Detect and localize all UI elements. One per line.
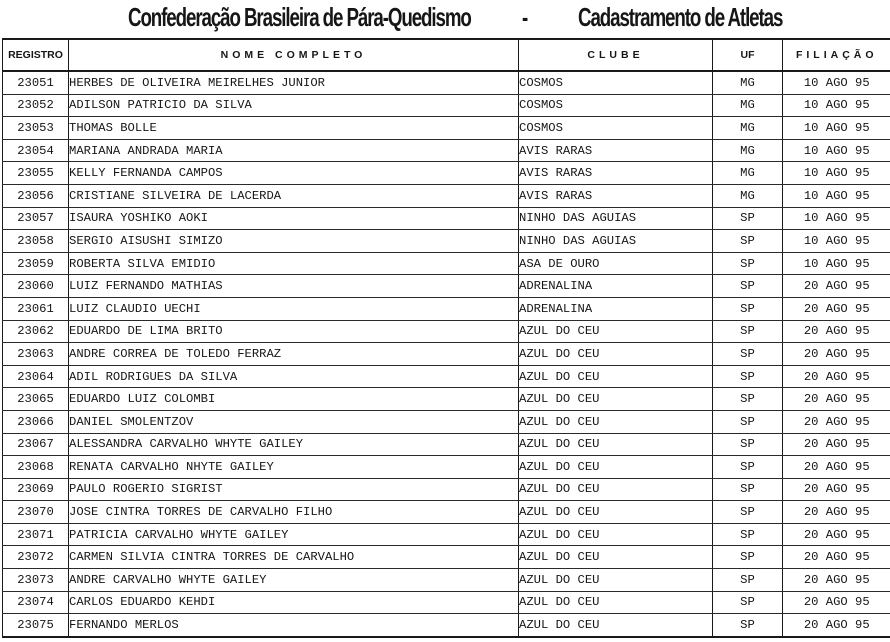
- cell-registro: 23071: [3, 523, 69, 546]
- cell-uf: MG: [713, 139, 783, 162]
- cell-nome: ROBERTA SILVA EMIDIO: [69, 252, 519, 275]
- table-row: [3, 139, 890, 162]
- cell-registro: 23064: [3, 365, 69, 388]
- cell-filiacao: 10 AGO 95: [783, 94, 890, 117]
- cell-nome: FERNANDO MERLOS: [69, 614, 519, 637]
- cell-filiacao: 20 AGO 95: [783, 410, 890, 433]
- cell-nome: EDUARDO LUIZ COLOMBI: [69, 388, 519, 411]
- cell-registro: 23074: [3, 591, 69, 614]
- cell-registro: 23067: [3, 433, 69, 456]
- cell-registro: 23058: [3, 230, 69, 253]
- table-row: [3, 501, 890, 524]
- table-header-row: [3, 39, 890, 71]
- cell-nome: RENATA CARVALHO NHYTE GAILEY: [69, 456, 519, 479]
- cell-uf: SP: [713, 501, 783, 524]
- table-row: [3, 433, 890, 456]
- cell-uf: MG: [713, 94, 783, 117]
- cell-uf: SP: [713, 252, 783, 275]
- cell-uf: SP: [713, 207, 783, 230]
- cell-clube: COSMOS: [519, 94, 713, 117]
- cell-filiacao: 20 AGO 95: [783, 365, 890, 388]
- cell-nome: KELLY FERNANDA CAMPOS: [69, 162, 519, 185]
- cell-clube: COSMOS: [519, 117, 713, 140]
- cell-uf: SP: [713, 456, 783, 479]
- cell-registro: 23065: [3, 388, 69, 411]
- cell-registro: 23069: [3, 478, 69, 501]
- table-row: [3, 252, 890, 275]
- cell-clube: AVIS RARAS: [519, 139, 713, 162]
- cell-registro: 23052: [3, 94, 69, 117]
- cell-filiacao: 20 AGO 95: [783, 456, 890, 479]
- cell-clube: ADRENALINA: [519, 297, 713, 320]
- cell-uf: SP: [713, 230, 783, 253]
- cell-filiacao: 20 AGO 95: [783, 591, 890, 614]
- header-filiacao: FILIAÇÃO: [783, 39, 890, 71]
- cell-nome: LUIZ FERNANDO MATHIAS: [69, 275, 519, 298]
- cell-filiacao: 10 AGO 95: [783, 71, 890, 94]
- cell-clube: AZUL DO CEU: [519, 546, 713, 569]
- table-row: [3, 275, 890, 298]
- cell-filiacao: 20 AGO 95: [783, 297, 890, 320]
- cell-nome: ISAURA YOSHIKO AOKI: [69, 207, 519, 230]
- table-body: [3, 71, 890, 637]
- cell-clube: NINHO DAS AGUIAS: [519, 230, 713, 253]
- table-row: [3, 546, 890, 569]
- cell-nome: ANDRE CARVALHO WHYTE GAILEY: [69, 569, 519, 592]
- cell-registro: 23073: [3, 569, 69, 592]
- cell-nome: HERBES DE OLIVEIRA MEIRELHES JUNIOR: [69, 71, 519, 94]
- cell-registro: 23055: [3, 162, 69, 185]
- cell-clube: AZUL DO CEU: [519, 320, 713, 343]
- cell-registro: 23059: [3, 252, 69, 275]
- cell-clube: AZUL DO CEU: [519, 478, 713, 501]
- cell-clube: AZUL DO CEU: [519, 591, 713, 614]
- table-row: [3, 230, 890, 253]
- cell-filiacao: 10 AGO 95: [783, 184, 890, 207]
- cell-uf: SP: [713, 433, 783, 456]
- cell-nome: ADILSON PATRICIO DA SILVA: [69, 94, 519, 117]
- table-row: [3, 71, 890, 94]
- cell-clube: AZUL DO CEU: [519, 433, 713, 456]
- cell-registro: 23070: [3, 501, 69, 524]
- cell-registro: 23060: [3, 275, 69, 298]
- cell-registro: 23068: [3, 456, 69, 479]
- cell-filiacao: 20 AGO 95: [783, 614, 890, 637]
- document-title: [0, 0, 890, 40]
- cell-nome: JOSE CINTRA TORRES DE CARVALHO FILHO: [69, 501, 519, 524]
- cell-uf: SP: [713, 614, 783, 637]
- cell-clube: COSMOS: [519, 71, 713, 94]
- cell-clube: AZUL DO CEU: [519, 523, 713, 546]
- table-row: [3, 94, 890, 117]
- title-organization: Confederação Brasileira de Pára-Quedismo: [128, 2, 471, 32]
- cell-clube: AZUL DO CEU: [519, 614, 713, 637]
- cell-nome: CRISTIANE SILVEIRA DE LACERDA: [69, 184, 519, 207]
- cell-uf: SP: [713, 343, 783, 366]
- table-row: [3, 569, 890, 592]
- cell-nome: LUIZ CLAUDIO UECHI: [69, 297, 519, 320]
- cell-registro: 23062: [3, 320, 69, 343]
- table-row: [3, 388, 890, 411]
- cell-clube: AZUL DO CEU: [519, 410, 713, 433]
- table-row: [3, 184, 890, 207]
- table-row: [3, 297, 890, 320]
- cell-nome: MARIANA ANDRADA MARIA: [69, 139, 519, 162]
- cell-clube: ASA DE OURO: [519, 252, 713, 275]
- cell-uf: SP: [713, 388, 783, 411]
- table-row: [3, 591, 890, 614]
- cell-nome: ALESSANDRA CARVALHO WHYTE GAILEY: [69, 433, 519, 456]
- cell-nome: CARLOS EDUARDO KEHDI: [69, 591, 519, 614]
- cell-registro: 23054: [3, 139, 69, 162]
- table-row: [3, 162, 890, 185]
- cell-registro: 23057: [3, 207, 69, 230]
- cell-clube: AZUL DO CEU: [519, 343, 713, 366]
- cell-uf: MG: [713, 71, 783, 94]
- cell-registro: 23075: [3, 614, 69, 637]
- cell-filiacao: 20 AGO 95: [783, 569, 890, 592]
- cell-uf: MG: [713, 184, 783, 207]
- cell-filiacao: 20 AGO 95: [783, 388, 890, 411]
- title-separator: -: [522, 2, 528, 32]
- cell-uf: SP: [713, 591, 783, 614]
- cell-clube: ADRENALINA: [519, 275, 713, 298]
- cell-filiacao: 20 AGO 95: [783, 546, 890, 569]
- cell-clube: NINHO DAS AGUIAS: [519, 207, 713, 230]
- cell-registro: 23066: [3, 410, 69, 433]
- cell-nome: CARMEN SILVIA CINTRA TORRES DE CARVALHO: [69, 546, 519, 569]
- cell-uf: SP: [713, 523, 783, 546]
- cell-uf: SP: [713, 410, 783, 433]
- cell-nome: PATRICIA CARVALHO WHYTE GAILEY: [69, 523, 519, 546]
- table-row: [3, 365, 890, 388]
- cell-registro: 23061: [3, 297, 69, 320]
- header-registro: REGISTRO: [3, 39, 69, 71]
- cell-nome: ANDRE CORREA DE TOLEDO FERRAZ: [69, 343, 519, 366]
- cell-registro: 23063: [3, 343, 69, 366]
- table-row: [3, 343, 890, 366]
- cell-clube: AZUL DO CEU: [519, 501, 713, 524]
- cell-clube: AZUL DO CEU: [519, 569, 713, 592]
- cell-uf: SP: [713, 275, 783, 298]
- cell-registro: 23072: [3, 546, 69, 569]
- cell-filiacao: 10 AGO 95: [783, 162, 890, 185]
- cell-uf: SP: [713, 365, 783, 388]
- title-subject: Cadastramento de Atletas: [578, 2, 783, 32]
- cell-nome: SERGIO AISUSHI SIMIZO: [69, 230, 519, 253]
- cell-filiacao: 10 AGO 95: [783, 117, 890, 140]
- table-row: [3, 614, 890, 637]
- header-clube: CLUBE: [519, 39, 713, 71]
- cell-registro: 23053: [3, 117, 69, 140]
- table-row: [3, 523, 890, 546]
- cell-nome: PAULO ROGERIO SIGRIST: [69, 478, 519, 501]
- cell-filiacao: 20 AGO 95: [783, 501, 890, 524]
- cell-registro: 23056: [3, 184, 69, 207]
- cell-uf: SP: [713, 569, 783, 592]
- table-row: [3, 456, 890, 479]
- cell-clube: AZUL DO CEU: [519, 456, 713, 479]
- cell-filiacao: 20 AGO 95: [783, 343, 890, 366]
- cell-nome: THOMAS BOLLE: [69, 117, 519, 140]
- cell-filiacao: 20 AGO 95: [783, 320, 890, 343]
- cell-nome: DANIEL SMOLENTZOV: [69, 410, 519, 433]
- table-row: [3, 117, 890, 140]
- cell-filiacao: 10 AGO 95: [783, 139, 890, 162]
- cell-filiacao: 20 AGO 95: [783, 478, 890, 501]
- table-row: [3, 207, 890, 230]
- cell-clube: AZUL DO CEU: [519, 365, 713, 388]
- table-row: [3, 320, 890, 343]
- cell-filiacao: 20 AGO 95: [783, 275, 890, 298]
- cell-uf: MG: [713, 162, 783, 185]
- cell-registro: 23051: [3, 71, 69, 94]
- cell-nome: EDUARDO DE LIMA BRITO: [69, 320, 519, 343]
- cell-filiacao: 10 AGO 95: [783, 230, 890, 253]
- cell-clube: AZUL DO CEU: [519, 388, 713, 411]
- cell-nome: ADIL RODRIGUES DA SILVA: [69, 365, 519, 388]
- cell-filiacao: 20 AGO 95: [783, 433, 890, 456]
- header-uf: UF: [713, 39, 783, 71]
- cell-clube: AVIS RARAS: [519, 184, 713, 207]
- cell-uf: SP: [713, 478, 783, 501]
- header-nome-completo: NOME COMPLETO: [69, 39, 519, 71]
- cell-clube: AVIS RARAS: [519, 162, 713, 185]
- cell-uf: SP: [713, 320, 783, 343]
- cell-uf: SP: [713, 297, 783, 320]
- cell-filiacao: 10 AGO 95: [783, 207, 890, 230]
- cell-filiacao: 10 AGO 95: [783, 252, 890, 275]
- table-row: [3, 478, 890, 501]
- cell-filiacao: 20 AGO 95: [783, 523, 890, 546]
- cell-uf: MG: [713, 117, 783, 140]
- table-row: [3, 410, 890, 433]
- cell-uf: SP: [713, 546, 783, 569]
- athlete-registry-table: [2, 38, 890, 638]
